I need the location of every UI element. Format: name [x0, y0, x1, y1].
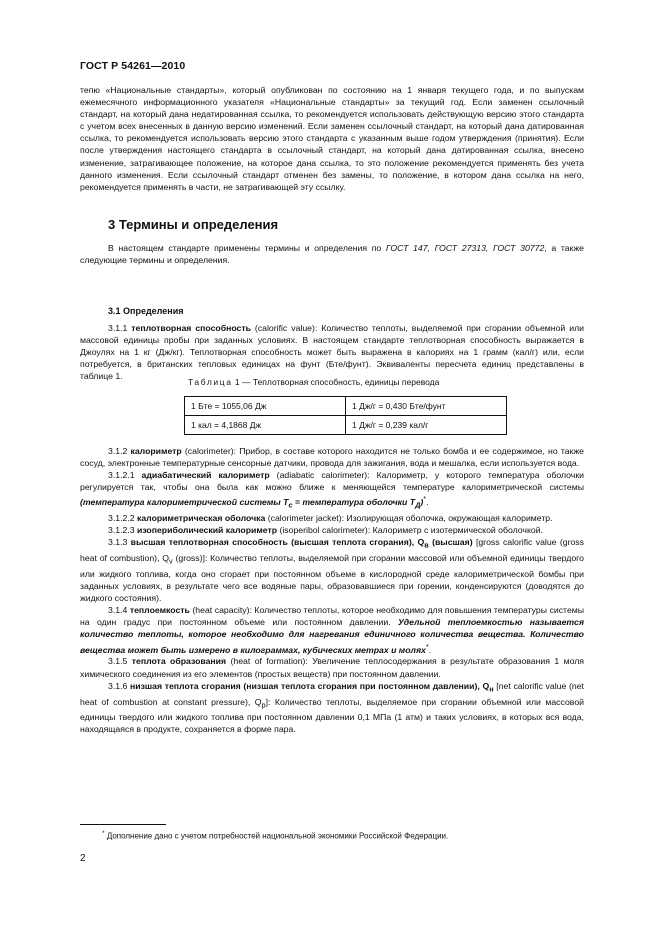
footnote-divider: [80, 824, 166, 825]
table-row: [185, 416, 507, 435]
document-header: ГОСТ Р 54261—2010: [80, 60, 186, 72]
subsection-3-1-heading: 3.1 Определения: [108, 306, 184, 316]
term-3-1-1: 3.1.1 теплотворная способность (calorific value): Количество теплоты, выделяемой при сгорании объемной или массовой единицы пробы при заданных условиях. В настоящем стандарте теплотворная способность выражается в Джоулях на 1 кг (Дж/кг). Теплотворная способность может быть выражена в калориях на 1 грамм (кал/г) или, если потребуется, в британских тепловых единицах на фунт (Бте/фунт). Эквиваленты пересчета единиц представлены в таблице 1.: [80, 323, 584, 382]
term-3-1-2: 3.1.2 калориметр (calorimeter): Прибор, в составе которого находится не только бомба и ее содержимое, но также сосуд, электронные температурные сенсорные датчики, провода для зажигания, вода и мешалка, если используется вода.: [80, 446, 584, 469]
table-cell: 1 Бте = 1055,06 Дж: [185, 397, 346, 416]
table-cell: 1 Дж/г = 0,430 Бте/фунт: [346, 397, 507, 416]
table-1-caption: Таблица 1 — Теплотворная способность, единицы перевода: [188, 377, 440, 387]
page-number: 2: [80, 853, 86, 864]
term-3-1-6: 3.1.6 низшая теплота сгорания (низшая теплота сгорания при постоянном давлении), $Q_н$ [net calorific value (net heat of combustion at constant pressure), $Q_p$]: Количество теплоты, выделяемое при сгорании объемной или массовой единицы твердого или жидкого топлива при постоянном давлении 0,1 МПа (1 атм) и таких условиях, в которых вся вода, находящаяся в продукте, сохраняется в форме пара.: [80, 680, 585, 735]
term-3-1-4: 3.1.4 теплоемкость (heat capacity): Количество теплоты, которое необходимо для повышения температуры системы на один градус при постоянном объеме или постоянном давлении. Удельной теплоемкостью называется количество теплоты, которое необходимо для нагревания единичного количества вещества. Количество вещества может быть измерено в килограммах, кубических метрах и молях*.: [80, 605, 584, 655]
term-3-1-2-1: 3.1.2.1 адиабатический калориметр (adiabatic calorimeter): Калориметр, у которого температура оболочки регулируется так, чтобы она была как можно ближе к меняющейся температуре калориметрической системы (температура калориметрической системы $T_c$ = температура оболочки $T_Д)^*$.: [80, 470, 584, 510]
table-row: [185, 397, 507, 416]
term-3-1-2-2: 3.1.2.2 калориметрическая оболочка (calorimeter jacket): Изолирующая оболочка, окружающая калориметр.: [108, 513, 553, 524]
units-conversion-table: [184, 396, 507, 435]
term-3-1-3: 3.1.3 высшая теплотворная способность (высшая теплота сгорания), $Q_в$ (высшая) [gross calorific value (gross heat of combustion), $Q_v$ (gross)]: Количество теплоты, выделяемой при сгорании массовой или объемной единицы твердого или жидкого топлива, когда оно сгорает при постоянном объеме в кислородной среде калориметрической бомбы при заданных условиях, в результате чего все водяные пары, образовавшиеся при горении, конденсируются (доводятся до жидкого состояния).: [80, 537, 584, 604]
section-3-heading: 3 Термины и определения: [108, 217, 279, 232]
footnote: * Дополнение дано с учетом потребностей национальной экономики Российской Федерации.: [102, 830, 449, 841]
section-3-intro: В настоящем стандарте применены термины и определения по ГОСТ 147, ГОСТ 27313, ГОСТ 30772, а также следующие термины и определения.: [80, 243, 585, 266]
table-cell: 1 кал = 4,1868 Дж: [185, 416, 346, 435]
term-3-1-2-3: 3.1.2.3 изопериболический калориметр (isoperibol calorimeter): Калориметр с изотермической оболочкой.: [108, 525, 543, 536]
intro-paragraph: тепю «Национальные стандарты», который опубликован по состоянию на 1 января текущего года, и по выпускам ежемесячного информационного указателя «Национальные стандарты» за текущий год. Если заменен ссылочный стандарт, на который дана недатированная ссылка, то рекомендуется использовать действующую версию этого стандарта с учетом всех внесенных в данную версию изменений. Если заменен ссылочный стандарт, на который дана датированная ссылка, то рекомендуется использовать версию этого стандарта с указанным выше годом утверждения (принятия). Если после утверждения настоящего стандарта в ссылочный стандарт, на который дана датированная ссылка, внесено изменение, затрагивающее положение, на которое дана ссылка, то это положение рекомендуется применять без учета данного изменения. Если ссылочный стандарт отменен без замены, то положение, в котором дана ссылка на него, рекомендуется применять в части, не затрагивающей эту ссылку.: [80, 85, 584, 192]
term-3-1-5: 3.1.5 теплота образования (heat of formation): Увеличение теплосодержания в результате образования 1 моля химического соединения из его элементов (простых веществ) при постоянном давлении.: [80, 656, 584, 679]
table-cell: 1 Дж/г = 0,239 кал/г: [346, 416, 507, 435]
definitions-continued: [80, 445, 584, 736]
